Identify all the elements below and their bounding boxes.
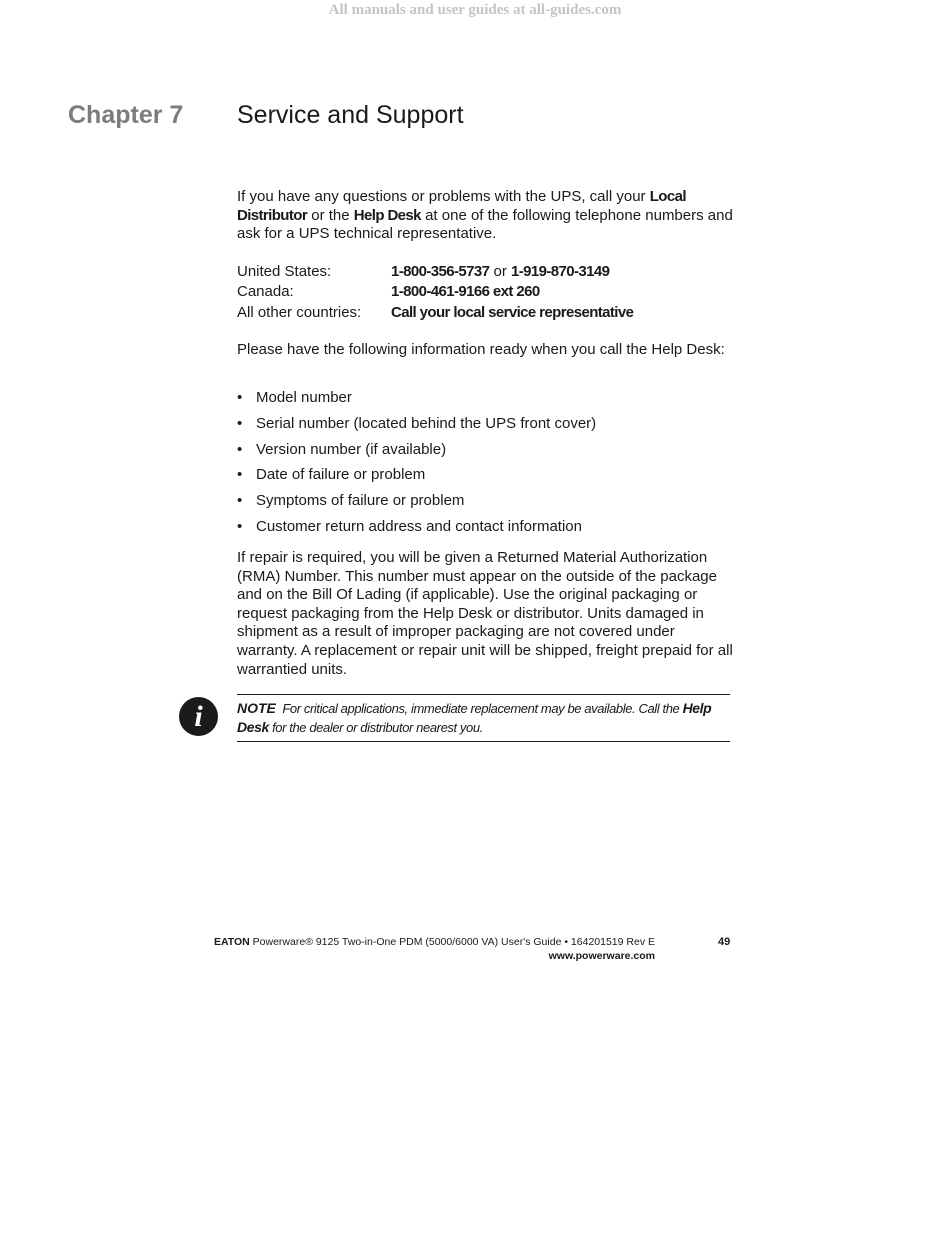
- list-item-text: Symptoms of failure or problem: [256, 492, 465, 510]
- chapter-title: Service and Support: [237, 101, 464, 129]
- info-icon: i: [179, 697, 218, 736]
- chapter-label: Chapter 7: [68, 101, 184, 129]
- phone-row-canada: [237, 283, 737, 304]
- phone-row-us: [237, 262, 737, 283]
- note-text: For critical applications, immediate replacement may be available. Call the: [282, 701, 683, 716]
- phone-region: United States:: [237, 262, 332, 280]
- intro-text: or the: [307, 206, 354, 224]
- intro-text: If you have any questions or problems with the UPS, call your: [237, 188, 650, 205]
- help-desk-text: Help Desk: [237, 700, 712, 735]
- bullet: •: [237, 440, 243, 458]
- footer-doc-line: [214, 936, 655, 948]
- list-item: [237, 466, 737, 492]
- footer-url: www.powerware.com: [548, 950, 655, 962]
- phone-row-other: [237, 303, 737, 324]
- local-distributor-text: Local Distributor: [237, 188, 686, 224]
- list-item-text: Serial number (located behind the UPS front cover): [256, 414, 597, 432]
- phone-number-primary: 1-800-461-9166 ext 260: [391, 283, 540, 301]
- list-item: [237, 389, 737, 415]
- bullet: •: [237, 466, 243, 484]
- list-item: [237, 518, 737, 544]
- footer-brand: EATON: [213, 936, 250, 948]
- help-desk-text: Help Desk: [353, 206, 421, 224]
- note-text: for the dealer or distributor nearest you.: [268, 720, 483, 735]
- phone-number: [391, 263, 609, 282]
- phone-region: Canada:: [237, 283, 294, 301]
- list-item-text: Customer return address and contact information: [256, 517, 582, 535]
- list-item-text: Model number: [256, 389, 352, 406]
- phone-separator: or: [489, 262, 512, 280]
- phone-number: [391, 304, 633, 323]
- bullet: •: [237, 389, 243, 406]
- phone-number: [391, 283, 540, 302]
- repair-paragraph: If repair is required, you will be given a Returned Material Authorization (RMA) Number. This number must appear on the outside of the package and on the Bill Of Lading (if applicable). Use the original packaging or request packaging from the Help Desk or distributor. Units damaged in shipment as a result of improper packaging are not covered under warranty. A replacement or repair unit will be shipped, freight prepaid for all warrantied units.: [237, 549, 733, 678]
- phone-number-primary: Call your local service representative: [391, 303, 634, 321]
- list-item: [237, 492, 737, 518]
- intro-text: at one of the following telephone numbers and ask for a UPS technical representative.: [237, 206, 733, 243]
- bullet: •: [237, 492, 243, 510]
- list-item: [237, 441, 737, 467]
- phone-region: All other countries:: [237, 303, 362, 321]
- note-label: NOTE: [237, 700, 276, 716]
- phone-number-secondary: 1-919-870-3149: [511, 262, 610, 280]
- phone-number-primary: 1-800-356-5737: [391, 262, 490, 280]
- note-box: [237, 694, 730, 742]
- list-item-text: Date of failure or problem: [256, 466, 426, 484]
- page-number: 49: [718, 936, 731, 948]
- bullet: •: [237, 517, 243, 535]
- prep-paragraph: Please have the following information ready when you call the Help Desk:: [237, 341, 725, 358]
- intro-paragraph: [237, 188, 737, 244]
- info-checklist: [237, 389, 737, 544]
- bullet: •: [237, 414, 243, 432]
- footer-doc-title: Powerware® 9125 Two-in-One PDM (5000/6000 VA) User's Guide • 164201519 Rev E: [249, 936, 655, 948]
- list-item-text: Version number (if available): [256, 440, 447, 458]
- phone-table: [237, 262, 737, 324]
- watermark: All manuals and user guides at all-guides.com: [328, 2, 622, 18]
- list-item: [237, 415, 737, 441]
